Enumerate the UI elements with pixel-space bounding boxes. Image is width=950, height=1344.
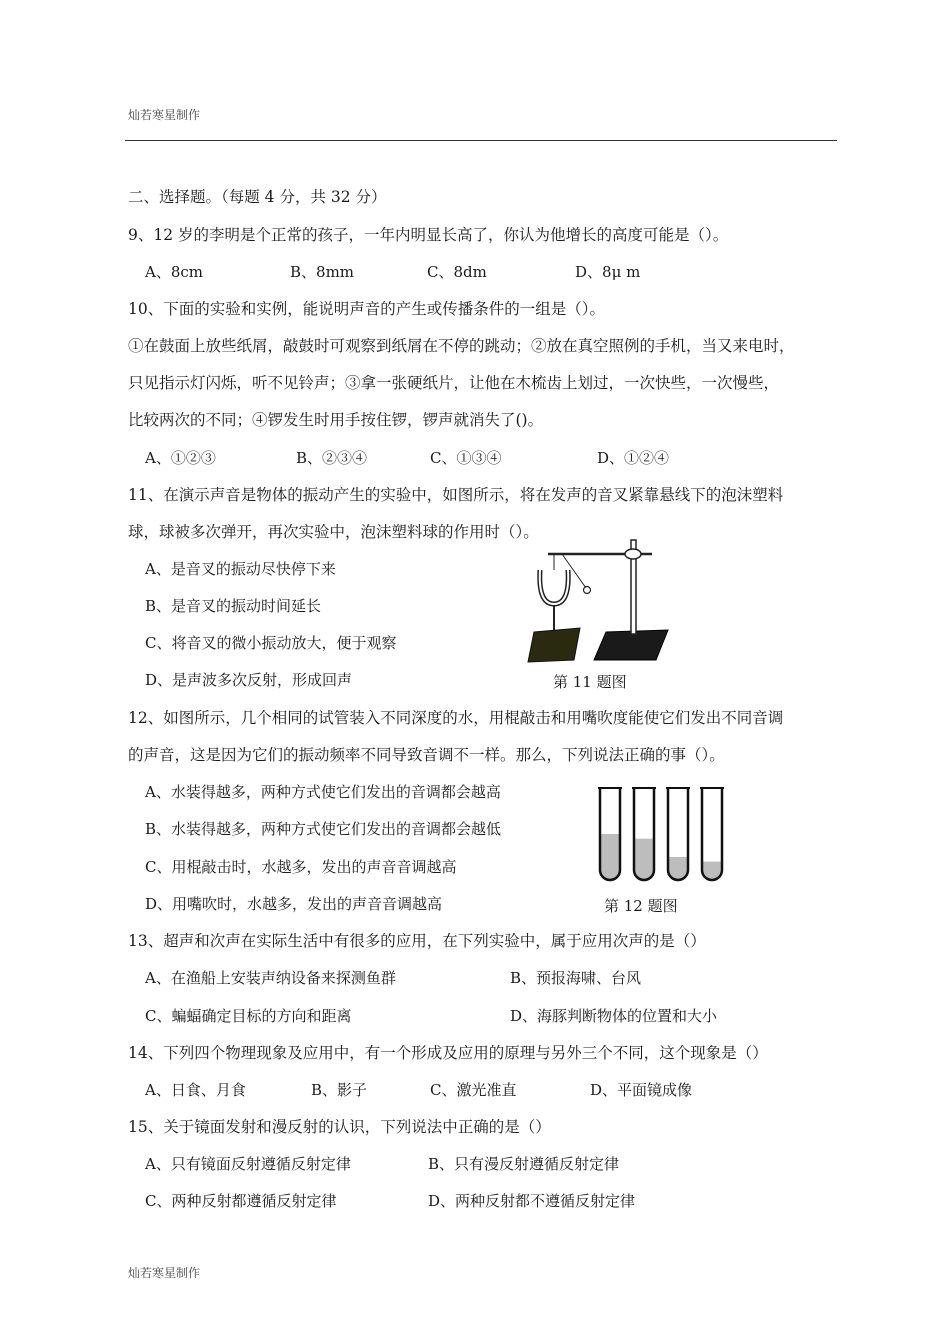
q11-option-b: B、是音叉的振动时间延长 xyxy=(145,597,322,615)
q11-figure xyxy=(520,532,680,664)
q13-option-b: B、预报海啸、台风 xyxy=(510,969,642,987)
water-level xyxy=(600,834,620,880)
q10-line-2: 只见指示灯闪烁，听不见铃声；③拿一张硬纸片，让他在木梳齿上划过，一次快些，一次慢些， xyxy=(128,374,780,392)
q10-option-c: C、①③④ xyxy=(430,449,502,467)
q13-stem: 13、超声和次声在实际生活中有很多的应用，在下列实验中，属于应用次声的是（） xyxy=(128,932,706,950)
q11-option-d: D、是声波多次反射，形成回声 xyxy=(145,671,353,689)
q12-option-a: A、水装得越多，两种方式使它们发出的音调都会越高 xyxy=(145,783,501,801)
test-tube-3 xyxy=(666,788,690,880)
q10-line-1: ①在鼓面上放些纸屑，敲鼓时可观察到纸屑在不停的跳动；②放在真空照例的手机，当又来电时， xyxy=(128,337,795,355)
foam-ball xyxy=(584,587,591,594)
q10-stem: 10、下面的实验和实例，能说明声音的产生或传播条件的一组是（）。 xyxy=(128,300,605,318)
section-title: 二、选择题。（每题 4 分，共 32 分） xyxy=(128,188,387,206)
q9-option-b: B、8mm xyxy=(290,263,355,281)
q10-option-a: A、①②③ xyxy=(145,449,216,467)
q13-option-a: A、在渔船上安装声纳设备来探测鱼群 xyxy=(145,969,396,987)
q14-option-d: D、平面镜成像 xyxy=(590,1081,693,1099)
q15-option-b: B、只有漫反射遵循反射定律 xyxy=(428,1155,620,1173)
q14-option-c: C、激光准直 xyxy=(430,1081,517,1099)
tuning-fork-base xyxy=(528,628,580,662)
q12-option-d: D、用嘴吹时，水越多，发出的声音音调越高 xyxy=(145,895,443,913)
q11-caption: 第 11 题图 xyxy=(553,673,627,691)
q11-option-c: C、将音叉的微小振动放大，便于观察 xyxy=(145,634,397,652)
page-header: 灿若寒星制作 xyxy=(128,108,201,122)
q15-stem: 15、关于镜面发射和漫反射的认识，下列说法中正确的是（） xyxy=(128,1118,551,1136)
q15-option-a: A、只有镜面反射遵循反射定律 xyxy=(145,1155,351,1173)
q9-option-c: C、8dm xyxy=(427,263,487,281)
q13-option-c: C、蝙蝠确定目标的方向和距离 xyxy=(145,1007,352,1025)
q9-option-a: A、8cm xyxy=(145,263,204,281)
q14-stem: 14、下列四个物理现象及应用中，有一个形成及应用的原理与另外三个不同，这个现象是（） xyxy=(128,1044,768,1062)
q12-figure xyxy=(590,782,730,886)
test-tube-2 xyxy=(632,788,656,880)
q11-option-a: A、是音叉的振动尽快停下来 xyxy=(145,560,336,578)
q15-option-d: D、两种反射都不遵循反射定律 xyxy=(428,1192,636,1210)
water-level xyxy=(634,839,654,880)
q11-line-1: 11、在演示声音是物体的振动产生的实验中，如图所示，将在发声的音叉紧靠悬线下的泡沫塑料 xyxy=(128,486,784,504)
q9-stem: 9、12 岁的李明是个正常的孩子，一年内明显长高了，你认为他增长的高度可能是（）。 xyxy=(128,226,729,244)
q12-line-2: 的声音，这是因为它们的振动频率不同导致音调不一样。那么，下列说法正确的事（）。 xyxy=(128,746,725,764)
q9-option-d: D、8μ m xyxy=(575,263,641,281)
q10-option-d: D、①②④ xyxy=(597,449,670,467)
q11-line-2: 球，球被多次弹开，再次实验中，泡沫塑料球的作用时（）。 xyxy=(128,523,539,541)
q12-line-1: 12、如图所示，几个相同的试管装入不同深度的水，用棍敲击和用嘴吹度能使它们发出不同音调 xyxy=(128,709,784,727)
q15-option-c: C、两种反射都遵循反射定律 xyxy=(145,1192,337,1210)
q10-line-3: 比较两次的不同；④锣发生时用手按住锣，锣声就消失了()。 xyxy=(128,411,544,429)
q14-option-b: B、影子 xyxy=(311,1081,368,1099)
q12-option-b: B、水装得越多，两种方式使它们发出的音调都会越低 xyxy=(145,820,502,838)
page-footer: 灿若寒星制作 xyxy=(128,1266,201,1280)
test-tube-4 xyxy=(700,788,724,880)
test-tube-1 xyxy=(598,788,622,880)
q12-caption: 第 12 题图 xyxy=(604,897,678,915)
q14-option-a: A、日食、月食 xyxy=(145,1081,246,1099)
header-rule xyxy=(125,140,837,141)
q12-option-c: C、用棍敲击时，水越多，发出的声音音调越高 xyxy=(145,858,457,876)
q10-option-b: B、②③④ xyxy=(296,449,368,467)
q13-option-d: D、海豚判断物体的位置和大小 xyxy=(510,1007,718,1025)
